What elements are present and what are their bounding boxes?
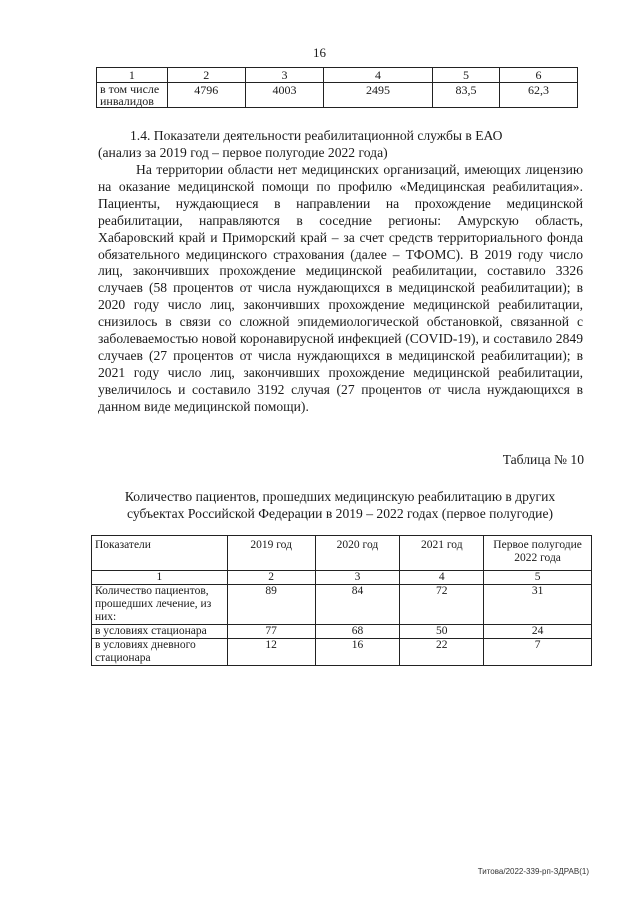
table-row: [92, 639, 592, 666]
table-cell: 12: [227, 639, 315, 666]
table-cell: 2: [227, 571, 315, 585]
table-header-cell: 6: [500, 68, 578, 83]
body-text: [98, 162, 583, 416]
table-cell: 89: [227, 585, 315, 625]
section-heading: [98, 127, 580, 161]
document-id: Титова/2022-339-рп-ЗДРАВ(1): [477, 867, 589, 876]
row-label: [97, 83, 168, 108]
row-label-line: инвалидов: [100, 94, 154, 108]
table-cell: 83,5: [432, 83, 499, 108]
table-cell: 31: [484, 585, 592, 625]
table-header-row: [92, 536, 592, 571]
rehab-patients-table: [91, 535, 592, 666]
table-cell: 2495: [324, 83, 433, 108]
table-header-cell: 2021 год: [400, 536, 484, 571]
table-header-cell: 3: [245, 68, 323, 83]
table-header-cell: 4: [324, 68, 433, 83]
table-header-cell: 1: [97, 68, 168, 83]
row-label-line: в том числе: [100, 82, 160, 96]
continuation-table: [96, 67, 578, 108]
caption-line: субъектах Российской Федерации в 2019 – 2022 годах (первое полугодие): [126, 506, 554, 521]
table-cell: 62,3: [500, 83, 578, 108]
table-cell: 3: [315, 571, 400, 585]
table-cell: 1: [92, 571, 228, 585]
table-cell: 68: [315, 625, 400, 639]
table-caption: [90, 488, 590, 522]
table-cell: 16: [315, 639, 400, 666]
caption-line: Количество пациентов, прошедших медицинскую реабилитацию в других: [124, 489, 556, 504]
table-cell: 4003: [245, 83, 323, 108]
table-cell: 5: [484, 571, 592, 585]
table-row: [92, 625, 592, 639]
table-header-cell: 2019 год: [227, 536, 315, 571]
table-cell: 72: [400, 585, 484, 625]
table-header-cell: 2: [167, 68, 245, 83]
table-cell: 84: [315, 585, 400, 625]
table-cell: 4: [400, 571, 484, 585]
table-cell: 50: [400, 625, 484, 639]
row-label: в условиях дневного стационара: [92, 639, 228, 666]
table-header-cell: Показатели: [92, 536, 228, 571]
paragraph: На территории области нет медицинских организаций, имеющих лицензию на оказание медицинской помощи по профилю «Медицинская реабилитация». Пациенты, нуждающиеся в направлении на прохождение медицинской реабилитации, направляются в соседние регионы: Амурскую область, Хабаровский край и Приморский край – за счет средств территориального фонда обязательного медицинского страхования (далее – ТФОМС). В 2019 году число лиц, закончивших прохождение медицинской реабилитации, составило 3326 случаев (58 процентов от числа нуждающихся в медицинской реабилитации); в 2020 году число лиц, закончивших прохождение медицинской реабилитации, снизилось в связи со сложной эпидемиологической обстановкой, связанной с заболеваемостью новой коронавирусной инфекцией (COVID-19), и составило 2849 случаев (27 процентов от числа нуждающихся в медицинской реабилитации); в 2021 году число лиц, закончивших прохождение медицинской реабилитации, увеличилось и составило 3192 случая (27 процентов от числа нуждающихся в данном виде медицинской помощи).: [98, 162, 583, 414]
table-row: [97, 83, 578, 108]
table-header-row: [97, 68, 578, 83]
row-label: Количество пациентов, прошедших лечение, из них:: [92, 585, 228, 625]
table-label: Таблица № 10: [502, 452, 584, 467]
table-numbering-row: [92, 571, 592, 585]
section-heading-line: (анализ за 2019 год – первое полугодие 2022 года): [98, 145, 388, 160]
table-cell: 7: [484, 639, 592, 666]
table-cell: 77: [227, 625, 315, 639]
table-row: [92, 585, 592, 625]
page-number: 16: [313, 45, 326, 60]
table-cell: 22: [400, 639, 484, 666]
table-cell: 24: [484, 625, 592, 639]
table-header-cell: 2020 год: [315, 536, 400, 571]
row-label: в условиях стационара: [92, 625, 228, 639]
table-cell: 4796: [167, 83, 245, 108]
table-header-cell: 5: [432, 68, 499, 83]
section-heading-line: 1.4. Показатели деятельности реабилитационной службы в ЕАО: [130, 128, 503, 143]
table-header-cell: Первое полугодие 2022 года: [484, 536, 592, 571]
